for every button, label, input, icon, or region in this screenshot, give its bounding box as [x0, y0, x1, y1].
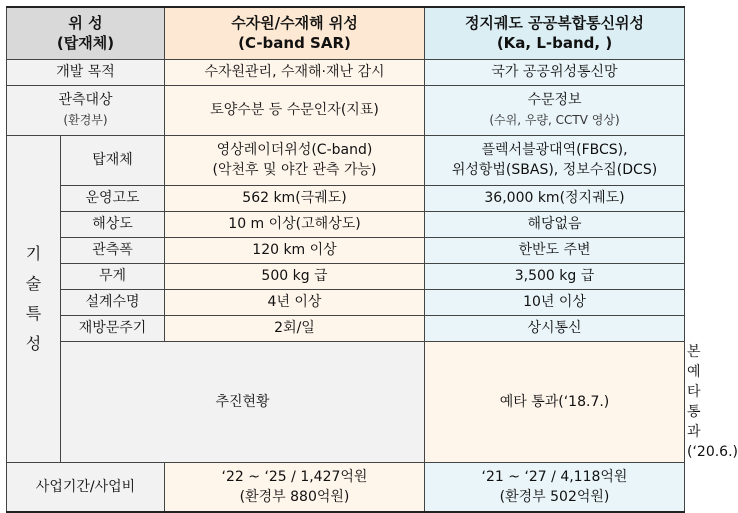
cell-revisit-geo: 상시통신 [425, 315, 685, 341]
row-observation [7, 85, 685, 135]
row-label-resolution: 해상도 [61, 211, 165, 237]
header-geo-satellite-band: (Ka, L-band, ) [496, 34, 613, 53]
satellite-comparison-table [6, 6, 738, 513]
cell-status-water: 예타 통과(‘18.7.) [425, 341, 685, 462]
cell-lifetime-geo: 10년 이상 [425, 289, 685, 315]
tech-char-3: 특 [25, 303, 42, 323]
header-satellite-cell [7, 7, 165, 59]
cell-weight-water: 500 kg 급 [165, 263, 425, 289]
row-label-observation-cell [7, 85, 165, 135]
cell-altitude-geo: 36,000 km(정지궤도) [425, 185, 685, 211]
cell-purpose-geo: 국가 공공위성통신망 [425, 59, 685, 85]
header-satellite-label: 위 성 [68, 14, 103, 33]
header-row [7, 7, 685, 59]
cell-payload-geo-line2: 위성항법(SBAS), 정보수집(DCS) [451, 162, 658, 178]
row-label-weight: 무게 [61, 263, 165, 289]
cell-payload-water-cell [165, 135, 425, 185]
satellite-comparison-table-container [6, 6, 738, 505]
header-water-satellite-cell [165, 7, 425, 59]
row-label-observation-sub: (환경부) [63, 113, 108, 127]
cell-altitude-water: 562 km(극궤도) [165, 185, 425, 211]
row-budget [7, 462, 685, 512]
header-water-satellite-band: (C-band SAR) [238, 34, 351, 53]
cell-budget-geo-cell [425, 462, 685, 512]
cell-resolution-water: 10 m 이상(고해상도) [165, 211, 425, 237]
row-label-purpose: 개발 목적 [7, 59, 165, 85]
row-label-altitude: 운영고도 [61, 185, 165, 211]
tech-char-2: 술 [25, 273, 42, 293]
tech-characteristics-group-label [7, 135, 61, 462]
cell-weight-geo: 3,500 kg 급 [425, 263, 685, 289]
cell-resolution-geo: 해당없음 [425, 211, 685, 237]
cell-swath-geo: 한반도 주변 [425, 237, 685, 263]
row-weight [7, 263, 685, 289]
cell-observation-geo: 수문정보 [527, 92, 582, 108]
row-swath [7, 237, 685, 263]
row-altitude [7, 185, 685, 211]
cell-observation-water: 토양수분 등 수문인자(지표) [165, 85, 425, 135]
row-lifetime [7, 289, 685, 315]
cell-lifetime-water: 4년 이상 [165, 289, 425, 315]
cell-payload-water-line2: (악천후 및 야간 관측 가능) [212, 162, 377, 178]
cell-observation-geo-cell [425, 85, 685, 135]
row-resolution [7, 211, 685, 237]
cell-payload-water-line1: 영상레이더위성(C-band) [216, 142, 373, 158]
cell-swath-water: 120 km 이상 [165, 237, 425, 263]
row-revisit [7, 315, 685, 341]
row-label-status: 추진현황 [61, 341, 425, 462]
cell-budget-water-line1: ‘22 ~ ‘25 / 1,427억원 [221, 468, 368, 485]
tech-char-4: 성 [25, 333, 42, 353]
row-purpose [7, 59, 685, 85]
cell-revisit-water: 2회/일 [165, 315, 425, 341]
row-label-swath: 관측폭 [61, 237, 165, 263]
cell-purpose-water: 수자원관리, 수재해·재난 감시 [165, 59, 425, 85]
cell-payload-geo-cell [425, 135, 685, 185]
header-geo-satellite-title: 정지궤도 공공복합통신위성 [464, 14, 645, 33]
cell-budget-water-line2: (환경부 880억원) [239, 488, 350, 505]
row-label-observation: 관측대상 [58, 92, 113, 108]
cell-budget-geo-line1: ‘21 ~ ‘27 / 4,118억원 [481, 468, 628, 485]
cell-observation-geo-sub: (수위, 우량, CCTV 영상) [489, 113, 620, 127]
cell-budget-water-cell [165, 462, 425, 512]
row-label-lifetime: 설계수명 [61, 289, 165, 315]
cell-payload-geo-line1: 플렉서블광대역(FBCS), [481, 142, 628, 158]
header-payload-label: (탑재체) [56, 34, 115, 53]
row-label-payload: 탑재체 [61, 135, 165, 185]
row-payload [7, 135, 685, 185]
row-status: 추진현황 예타 통과(‘18.7.) 본예타 통과(‘20.6.) [7, 341, 685, 462]
header-geo-satellite-cell [425, 7, 685, 59]
header-water-satellite-title: 수자원/수재해 위성 [231, 14, 358, 33]
row-label-budget: 사업기간/사업비 [7, 462, 165, 512]
tech-char-1: 기 [25, 243, 42, 263]
row-label-revisit: 재방문주기 [61, 315, 165, 341]
cell-budget-geo-line2: (환경부 502억원) [499, 488, 610, 505]
